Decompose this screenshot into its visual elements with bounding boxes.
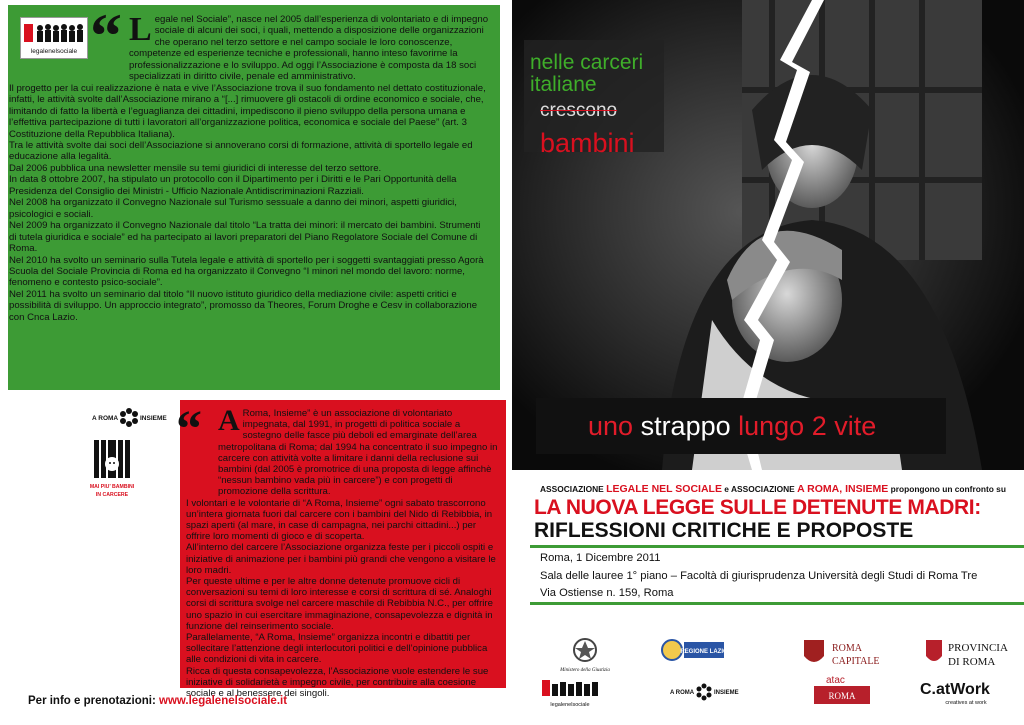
lead-paragraph: egale nel Sociale”, nasce nel 2005 dall’esperienza di volontariato e di impegno sociale di alcuni dei soci, i quali, mettendo a disposizione delle organizzazioni che operano nel terzo settore e nel campo sociale le loro conoscenze, competenze ed esperienze tecniche e professionali, hanno inteso favorirne la professionalizzazione e lo sviluppo. Ad oggi l’Associazione è composta da 18 soci specializzati in diritto civile, penale ed amministrativo.	[129, 14, 489, 83]
paragraph: Ricca di questa consapevolezza, l’Associazione vuole estendere le sue iniziative di solidarietà e impegno civile, per contribuire alla coesione sociale e al benessere dei singoli.	[186, 665, 489, 700]
drop-cap: A	[218, 404, 240, 437]
caption-struck: crescono	[540, 100, 618, 121]
provincia-roma-logo	[922, 636, 1016, 675]
caption-lines	[530, 52, 643, 96]
logo-text-left: A ROMA	[92, 415, 119, 422]
tagline-part-1: uno	[588, 411, 641, 441]
aroma-left: A ROMA	[670, 690, 695, 696]
event-address: Via Ostiense n. 159, Roma	[540, 587, 674, 599]
org-legale: LEGALE NEL SOCIALE	[606, 483, 722, 495]
logo-caption: legalenelsociale	[30, 48, 78, 55]
tagline	[588, 411, 876, 442]
roma-cap-1: ROMA	[832, 643, 863, 654]
legale-nel-sociale-logo-small	[540, 676, 600, 715]
paragraph: Nel 2008 ha organizzato il Convegno Nazionale sul Turismo sessuale a danno dei minori, aspetti giuridici, psicologici e sociali.	[9, 197, 457, 220]
event-organizers	[540, 483, 1006, 495]
ministero-text: Ministero della Giustizia	[560, 668, 610, 673]
mai-piu-bambini-logo	[90, 436, 134, 502]
catwork-text: C.atWork	[920, 681, 990, 698]
a-roma-insieme-logo-small	[668, 680, 744, 707]
regione-text: REGIONE LAZIO	[680, 649, 726, 655]
catwork-sub: creatives at work	[945, 700, 987, 706]
post: propongono un confronto su	[888, 484, 1006, 494]
paragraph: Nel 2009 ha organizzato il Convegno Nazionale dal titolo “La tratta dei minori: il mercato dei bambini. Strumenti di tutela giuridica e sociale” ed ha partecipato ai lavori preparatori del Piano Regolatore Sociale del Comune di Roma.	[9, 220, 481, 255]
maipiu-line2: IN CARCERE	[95, 492, 129, 498]
catwork-logo	[918, 678, 1014, 713]
ministero-logo	[560, 636, 610, 679]
regione-lazio-logo	[660, 636, 726, 669]
event-title-line-2: RIFLESSIONI CRITICHE E PROPOSTE	[534, 519, 914, 542]
paragraph: Tra le attività svolte dai soci dell’Associazione si annoverano corsi di formazione, attività di sportello legale ed educazione alla legalità.	[9, 139, 473, 163]
provincia-1: PROVINCIA	[948, 642, 1008, 654]
paragraph: I volontari e le volontarie di “A Roma, Insieme” ogni sabato trascorrono un’intera giornata fuori dal carcere con i bambini del Nido di Rebibbia, in spazi aperti (al mare, in case di campagna, nei parchi cittadini...) per offrire loro momenti di gioco e di scoperta.	[186, 497, 493, 543]
lead-paragraph: Roma, Insieme” è un associazione di volontariato impegnata, dal 1991, in progetti di politica sociale a sostegno delle fasce più deboli ed emarginate dell’area metropolitana di Roma; dal 1994 ha concentrato il suo impegno in carcere con attività volte a limitare i danni della reclusione sui bambini (dal 2005 è promotrice di una proposta di legge affinchè “nessun bambino vada più in carcere”) e con progetti di promozione della scrittura.	[218, 408, 498, 498]
drop-cap: L	[129, 11, 152, 48]
roma-capitale-logo	[800, 636, 880, 675]
roma-cap-2: CAPITALE	[832, 656, 880, 667]
logo-text-right: INSIEME	[140, 415, 167, 422]
tagline-part-3: lungo 2 vite	[730, 411, 877, 441]
caption-red: bambini	[540, 128, 635, 158]
lns-caption: legalenelsociale	[550, 702, 590, 708]
a-roma-insieme-logo	[90, 404, 168, 430]
divider	[530, 545, 1024, 548]
legale-nel-sociale-logo	[20, 17, 88, 59]
maipiu-line1: MAI PIU’ BAMBINI	[90, 484, 134, 490]
paragraph: All’interno del carcere l’Associazione organizza feste per i piccoli ospiti e iniziative di animazione per i bambini più grandi che vengono a visitare le loro madri.	[186, 542, 496, 576]
event-date: Roma, 1 Dicembre 2011	[540, 552, 661, 564]
tagline-part-2: strappo	[640, 411, 731, 441]
pre1: ASSOCIAZIONE	[540, 484, 607, 494]
event-title-line-1: LA NUOVA LEGGE SULLE DETENUTE MADRI:	[534, 496, 981, 519]
aroma-right: INSIEME	[714, 690, 739, 696]
info-line	[28, 695, 287, 707]
org-aroma: A ROMA, INSIEME	[797, 483, 889, 495]
quote-mark: “	[176, 401, 202, 458]
info-label: Per info e prenotazioni:	[28, 695, 156, 707]
paragraph: Per queste ultime e per le altre donne detenute promuove cicli di conversazioni su temi di loro interesse e corsi di scrittura di sé. Analoghi corsi di scrittura svolge nel carcere maschile di Rebibbia N.C., per offrire uno spazio in cui esercitare immaginazione, consapevolezza e dignità in funzione del reinserimento sociale.	[186, 576, 493, 632]
caption-line-2: italiane	[530, 73, 597, 96]
atac-roma: ROMA	[828, 691, 856, 701]
provincia-2: DI ROMA	[948, 656, 996, 668]
quote-mark: “	[90, 0, 122, 71]
paragraph: Il progetto per la cui realizzazione è nata e vive l’Associazione trova il suo fondamento nel dettato costituzionale, infatti, le attività svolte dall’Associazione mirano a “[...] rimuovere gli ostacoli di ordine economico e sociale, che, limitando di fatto la libertà e l’eguaglianza dei cittadini, impediscono il pieno sviluppo della persona umana e l’effettiva partecipazione di tutti i lavoratori all’organizzazione politica, economica e sociale del Paese” (art. 3 Costituzione della Repubblica Italiana).	[9, 82, 486, 140]
paragraph: Parallelamente, “A Roma, Insieme” organizza incontri e dibattiti per sollecitare l’attenzione degli interlocutori politici e dell’opinione pubblica alle condizioni di vita in carcere.	[186, 632, 488, 666]
legale-nel-sociale-description	[9, 11, 489, 323]
paragraph: Dal 2006 pubblica una newsletter mensile su temi giuridici di interesse del terzo settore.	[9, 162, 382, 174]
event-venue: Sala delle lauree 1° piano – Facoltà di giurisprudenza Università degli Studi di Roma Tre	[540, 569, 978, 582]
caption-line-1: nelle carceri	[530, 51, 644, 74]
atac-text: atac	[826, 675, 845, 686]
paragraph: In data 8 ottobre 2007, ha stipulato un protocollo con il Dipartimento per i Diritti e le Pari Opportunità della Presidenza del Consiglio dei Ministri - Ufficio Nazionale Antidiscriminazioni Razziali.	[9, 174, 457, 197]
paragraph: Nel 2011 ha svolto un seminario dal titolo “Il nuovo istituto giuridico della mediazione civile: aspetti critici e possibilità di sviluppo. Un approccio integrato”, promosso da Theores, Forum Droghe e Cesv in collaborazione con Cnca Lazio.	[9, 288, 478, 323]
pre2: e ASSOCIAZIONE	[721, 484, 798, 494]
paragraph: Nel 2010 ha svolto un seminario sulla Tutela legale e attività di sportello per i soggetti svantaggiati presso Agorà Scuola del Sociale Provincia di Roma ed ha organizzato il Convegno “I minori nel mondo del lavoro: norme, fenomeno e contesto psico-sociale”.	[9, 254, 484, 289]
event-details	[540, 550, 977, 603]
atac-logo	[812, 672, 872, 711]
a-roma-insieme-description	[96, 404, 500, 700]
divider	[530, 602, 1024, 605]
website-link[interactable]: www.legalenelsociale.it	[159, 695, 288, 707]
